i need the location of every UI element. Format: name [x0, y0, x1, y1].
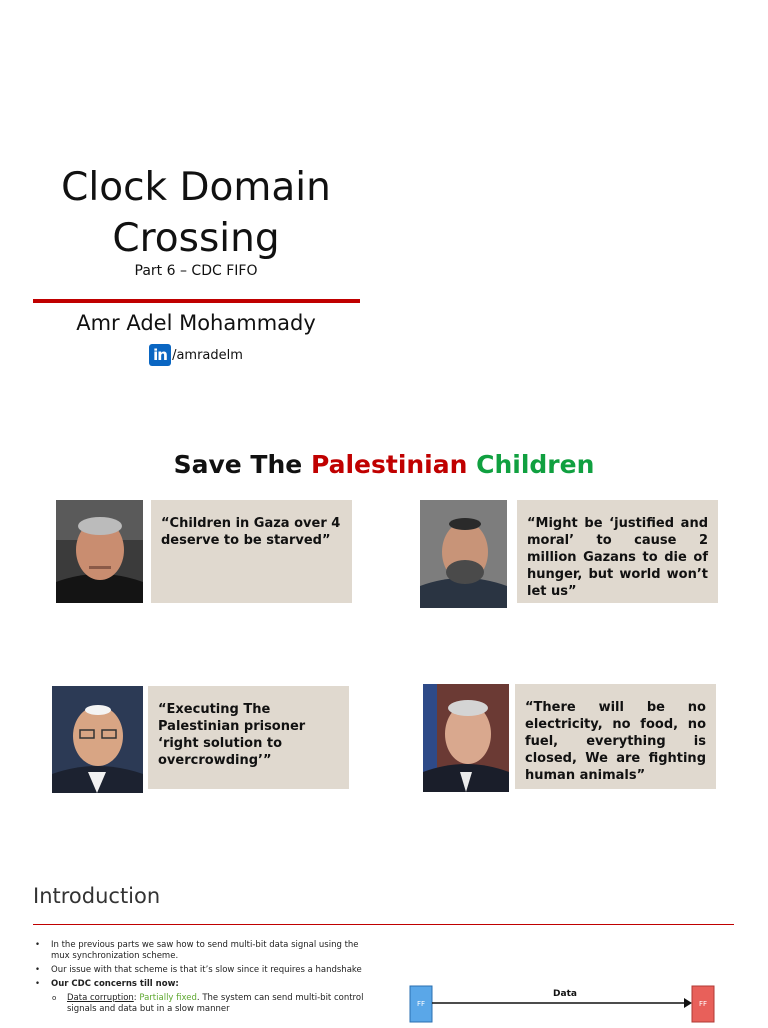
title-divider — [33, 299, 360, 303]
list-item: • Our issue with that scheme is that it’s slow since it requires a handshake — [35, 965, 365, 976]
person-photo-2 — [420, 500, 507, 608]
page-title — [20, 162, 372, 264]
quote-text-1: “Children in Gaza over 4 deserve to be starved” — [161, 516, 341, 548]
person-photo-4 — [423, 684, 509, 792]
list-item: o Data corruption: Partially fixed. The system can send multi-bit control signals and data but in a slow manner — [35, 993, 365, 1015]
ff-right-label: FF — [698, 1000, 708, 1008]
quote-card-1 — [151, 500, 352, 603]
ff-left-label: FF — [416, 1000, 426, 1008]
author-name: Amr Adel Mohammady — [76, 311, 316, 335]
title-line-2: Crossing — [112, 216, 280, 261]
linkedin-link[interactable] — [20, 344, 372, 366]
subtitle: Part 6 – CDC FIFO — [134, 263, 258, 279]
person-photo-3 — [52, 686, 143, 793]
intro-bullet-list — [35, 940, 365, 1018]
linkedin-handle[interactable]: /amradelm — [172, 347, 243, 363]
quote-text-4: “There will be no electricity, no food, no fuel, everything is closed, We are fighting human animals” — [525, 700, 706, 783]
data-arrow-head — [684, 998, 692, 1008]
ff-data-diagram — [400, 980, 730, 1028]
quote-text-2: “Might be ‘justified and moral’ to cause 2 million Gazans to die of hunger, but world won’t let us” — [527, 516, 708, 599]
heading-part-3: Children — [467, 450, 595, 479]
quote-text-3: “Executing The Palestinian prisoner ‘right solution to overcrowding’” — [158, 702, 306, 768]
data-label: Data — [553, 989, 577, 999]
heading-part-1: Save The — [173, 450, 311, 479]
quote-card-2 — [517, 500, 718, 603]
title-line-1: Clock Domain — [61, 165, 331, 210]
person-photo-1 — [56, 500, 143, 603]
save-children-heading — [0, 450, 768, 479]
heading-part-2: Palestinian — [310, 450, 468, 479]
list-item: • Our CDC concerns till now: — [35, 979, 365, 990]
quote-card-4 — [515, 684, 716, 789]
list-item: • In the previous parts we saw how to send multi-bit data signal using the mux synchronization scheme. — [35, 940, 365, 962]
linkedin-icon: in — [149, 344, 171, 366]
section-title: Introduction — [33, 884, 161, 908]
section-divider — [33, 924, 734, 925]
quote-card-3 — [148, 686, 349, 789]
